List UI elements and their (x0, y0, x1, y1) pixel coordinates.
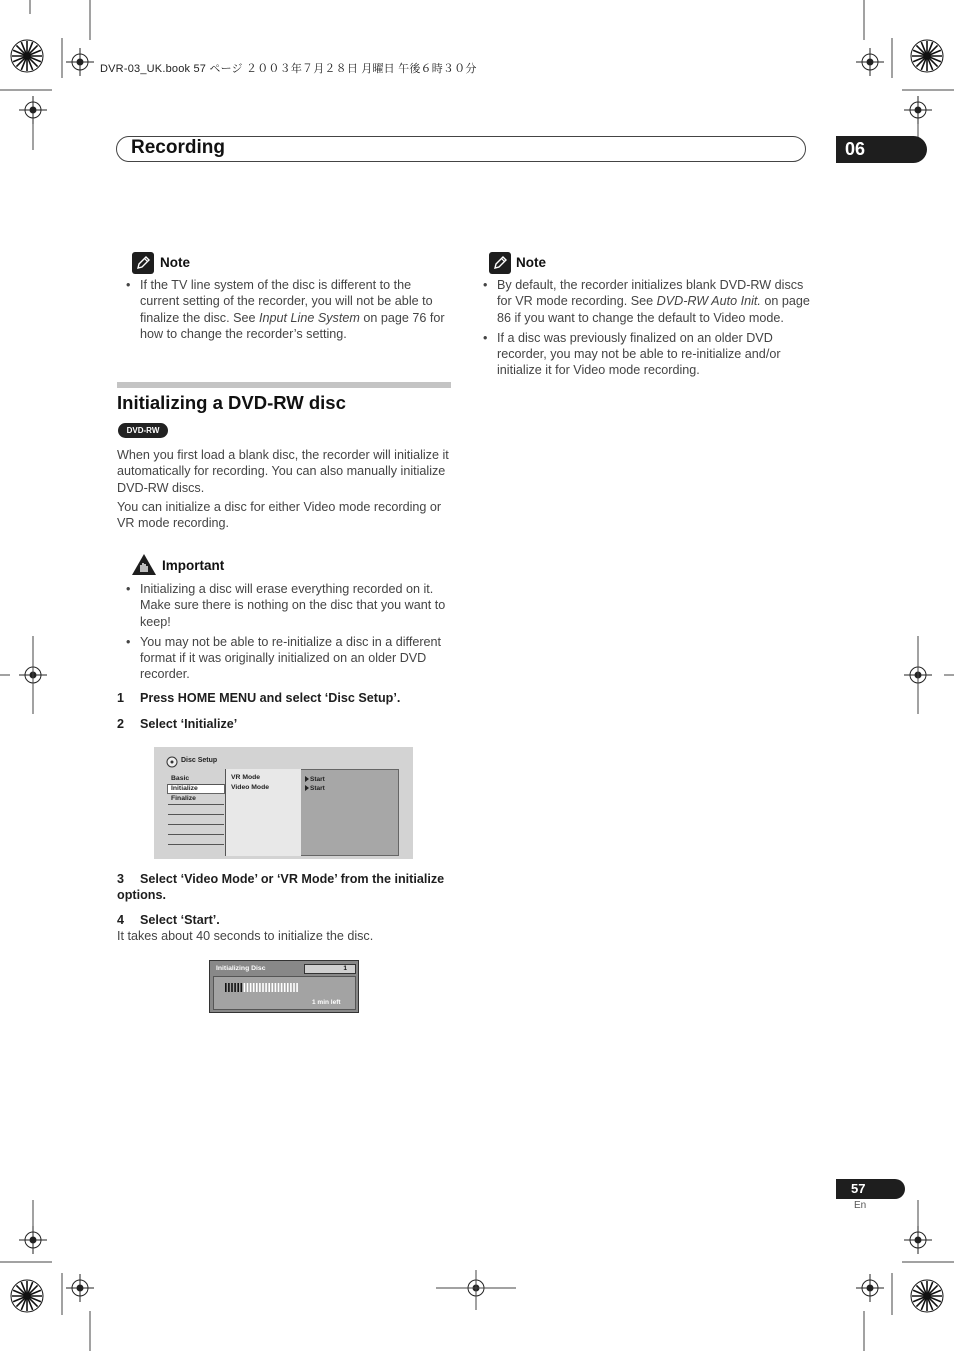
initializing-title: Initializing Disc (216, 965, 266, 972)
step-3: 3 Select ‘Video Mode’ or ‘VR Mode’ from the initialize options. (117, 872, 445, 902)
chapter-title: Recording (131, 137, 225, 158)
progress-tick-empty (272, 983, 274, 992)
page-number: 57 (836, 1179, 905, 1199)
progress-tick-empty (247, 983, 249, 992)
note-pencil-icon (489, 252, 511, 274)
disc-setup-title: Disc Setup (181, 757, 218, 764)
section-rule (117, 382, 451, 388)
progress-tick-empty (281, 983, 283, 992)
disc-setup-screen (154, 747, 413, 859)
step-4-detail: It takes about 40 seconds to initialize the disc. (117, 929, 374, 943)
progress-tick-filled (234, 983, 236, 992)
progress-tick-empty (256, 983, 258, 992)
progress-tick-empty (253, 983, 255, 992)
step-2: 2 Select ‘Initialize’ (117, 717, 238, 731)
mode-list (225, 769, 303, 856)
right-note-list (474, 277, 810, 383)
progress-tick-empty (268, 983, 270, 992)
start-button-vr[interactable]: Start (305, 776, 325, 783)
important-warning-icon (131, 553, 157, 581)
progress-tick-empty (293, 983, 295, 992)
progress-tick-empty (290, 983, 292, 992)
menu-item-initialize[interactable]: Initialize (171, 785, 198, 792)
action-list (301, 769, 399, 856)
print-header: DVR-03_UK.book 57 ページ ２００３年７月２８日 月曜日 午後６時３０分 (100, 63, 477, 75)
initializing-screen (209, 960, 359, 1013)
time-left: 1 min left (312, 999, 341, 1006)
progress-tick-empty (278, 983, 280, 992)
page-language: En (854, 1200, 867, 1211)
progress-tick-filled (237, 983, 239, 992)
progress-tick-empty (284, 983, 286, 992)
initializing-panel (213, 976, 356, 1010)
note-heading: Note (516, 255, 546, 270)
initializing-counter: 1 (304, 964, 356, 974)
note-pencil-icon (132, 252, 154, 274)
note-heading: Note (160, 255, 190, 270)
progress-tick-filled (241, 983, 243, 992)
section-title: Initializing a DVD-RW disc (117, 392, 346, 413)
progress-tick-empty (275, 983, 277, 992)
menu-item-basic[interactable]: Basic (171, 775, 190, 782)
list-item: • You may not be able to re-initialize a disc in a different format if it was originally initialized on an older DVD recorder. (117, 634, 453, 683)
step-1: 1 Press HOME MENU and select ‘Disc Setup’. (117, 691, 401, 705)
progress-tick-empty (296, 983, 298, 992)
progress-tick-empty (262, 983, 264, 992)
progress-tick-empty (259, 983, 261, 992)
list-item: • If a disc was previously finalized on an older DVD recorder, you may not be able to re-initialize and/or initialize it for Video mode recording. (474, 330, 810, 379)
menu-item-finalize[interactable]: Finalize (171, 795, 196, 802)
important-list (117, 581, 453, 687)
progress-tick-empty (265, 983, 267, 992)
progress-tick-filled (231, 983, 233, 992)
progress-tick-empty (244, 983, 246, 992)
progress-tick-empty (250, 983, 252, 992)
option-vr-mode[interactable]: VR Mode (231, 774, 261, 781)
chapter-number: 06 (836, 136, 927, 163)
left-note-list (117, 277, 453, 346)
progress-tick-filled (225, 983, 227, 992)
intro-paragraph: When you first load a blank disc, the recorder will initialize it automatically for recording. You can also manually initialize DVD-RW discs. (117, 448, 449, 495)
option-video-mode[interactable]: Video Mode (231, 784, 270, 791)
list-item: • If the TV line system of the disc is different to the current setting of the recorder, you will not be able to finalize the disc. See Input Line System on page 76 for how to change the recorder’s setting. (117, 277, 453, 342)
disc-icon (166, 755, 178, 773)
start-button-video[interactable]: Start (305, 785, 325, 792)
important-heading: Important (162, 558, 225, 573)
progress-tick-filled (228, 983, 230, 992)
list-item: • By default, the recorder initializes blank DVD-RW discs for VR mode recording. See DVD-RW Auto Init. on page 86 if you want to change the default to Video mode. (474, 277, 810, 326)
progress-tick-empty (287, 983, 289, 992)
dvd-rw-badge: DVD-RW (118, 423, 168, 438)
progress-bar (225, 983, 301, 992)
step-4: 4 Select ‘Start’. (117, 913, 220, 927)
list-item: • Initializing a disc will erase everything recorded on it. Make sure there is nothing on the disc that you want to keep! (117, 581, 453, 630)
intro-paragraph-2: You can initialize a disc for either Video mode recording or VR mode recording. (117, 500, 442, 531)
